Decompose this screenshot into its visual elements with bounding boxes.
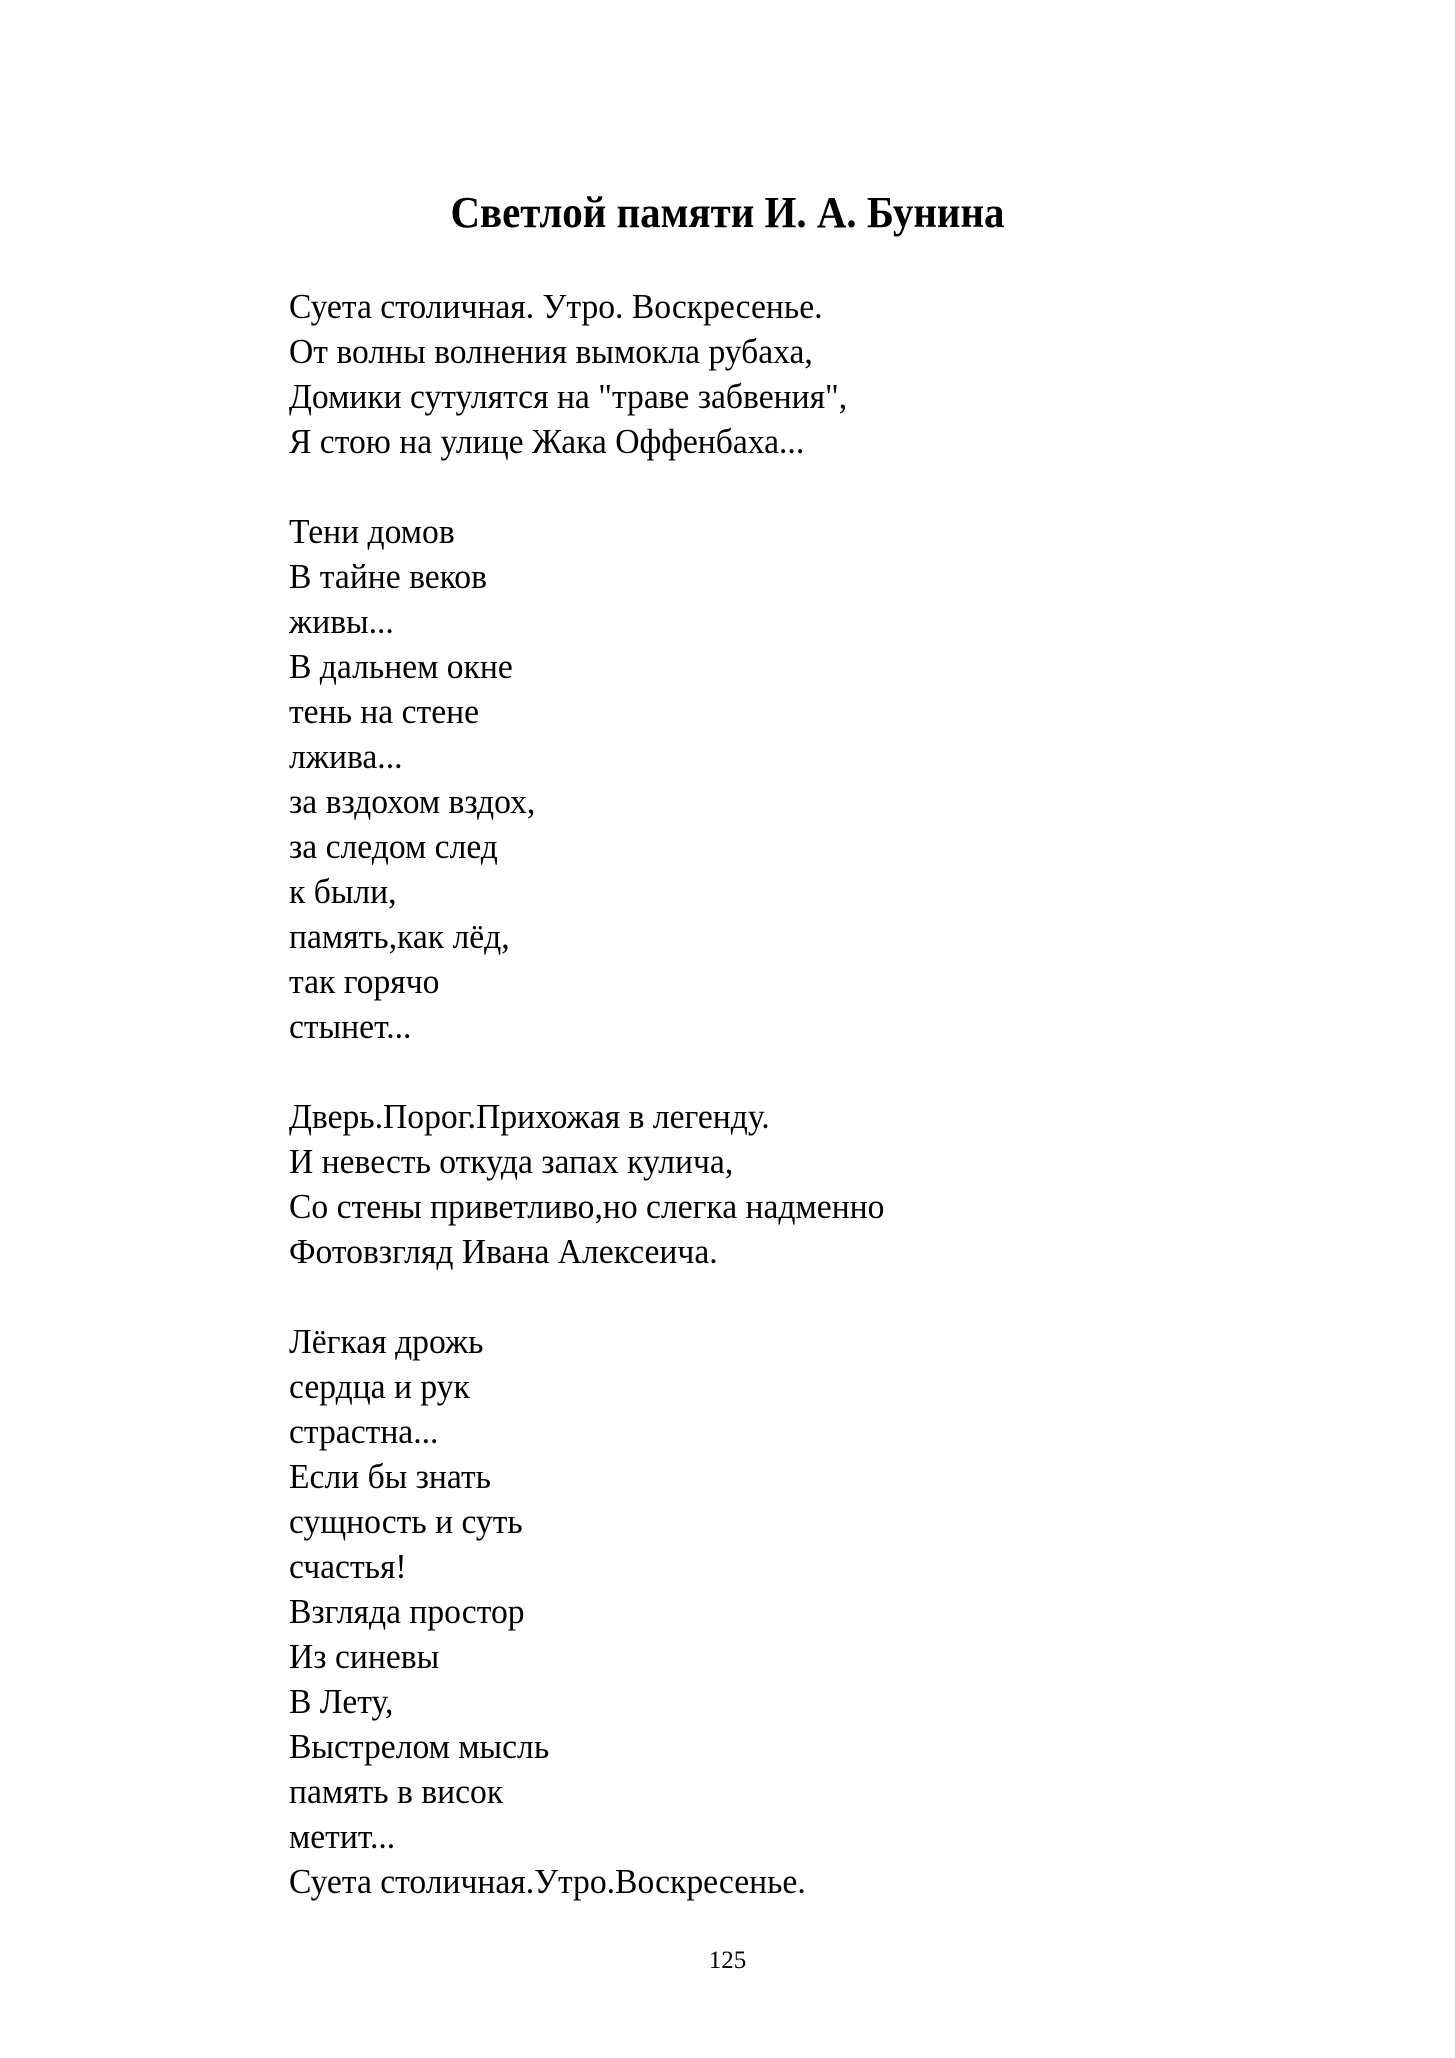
poem-line: сердца и рук — [289, 1367, 470, 1406]
poem-line: И невесть откуда запах кулича, — [289, 1142, 734, 1181]
poem-line: стынет... — [289, 1007, 412, 1046]
stanza-divider — [289, 464, 1289, 509]
poem-line: Если бы знать — [289, 1457, 491, 1496]
poem-title: Светлой памяти И. А. Бунина — [450, 188, 1005, 237]
stanza-3 — [289, 1094, 1289, 1274]
poem-line: Взгляда простор — [289, 1592, 525, 1631]
poem-line: Домики сутулятся на "траве забвения", — [289, 377, 848, 416]
poem-line: В Лету, — [289, 1682, 394, 1721]
poem-line: Фотовзгляд Ивана Алексеича. — [289, 1232, 718, 1271]
poem-line: лжива... — [289, 737, 403, 776]
poem-line: В дальнем окне — [289, 647, 513, 686]
poem-line: за следом след — [289, 827, 498, 866]
poem-line: Дверь.Порог.Прихожая в легенду. — [289, 1097, 770, 1136]
poem-line: живы... — [289, 602, 394, 641]
poem-line: память в висок — [289, 1772, 504, 1811]
poem-line: В тайне веков — [289, 557, 487, 596]
stanza-divider — [289, 1274, 1289, 1319]
stanza-2 — [289, 509, 1289, 1049]
poem-line: Со стены приветливо,но слегка надменно — [289, 1187, 885, 1226]
poem-line: Из синевы — [289, 1637, 440, 1676]
poem-body — [289, 284, 1289, 1904]
poem-line: Я стою на улице Жака Оффенбаха... — [289, 422, 805, 461]
poem-line: сущность и суть — [289, 1502, 523, 1541]
poem-line: тень на стене — [289, 692, 480, 731]
poem-line: страстна... — [289, 1412, 439, 1451]
poem-line: Тени домов — [289, 512, 455, 551]
poem-line: счастья! — [289, 1547, 407, 1586]
poem-line: Суета столичная. Утро. Воскресенье. — [289, 287, 823, 326]
poem-line: к были, — [289, 872, 397, 911]
poem-line: память,как лёд, — [289, 917, 510, 956]
poem-line: От волны волнения вымокла рубаха, — [289, 332, 813, 371]
stanza-4 — [289, 1319, 1289, 1904]
poem-line: за вздохом вздох, — [289, 782, 536, 821]
poem-line: так горячо — [289, 962, 440, 1001]
poem-line: Суета столичная.Утро.Воскресенье. — [289, 1862, 806, 1901]
poem-line: Лёгкая дрожь — [289, 1322, 484, 1361]
poem-line: метит... — [289, 1817, 396, 1856]
stanza-1 — [289, 284, 1289, 464]
page-number: 125 — [708, 1947, 747, 1974]
stanza-divider — [289, 1049, 1289, 1094]
poem-line: Выстрелом мысль — [289, 1727, 550, 1766]
